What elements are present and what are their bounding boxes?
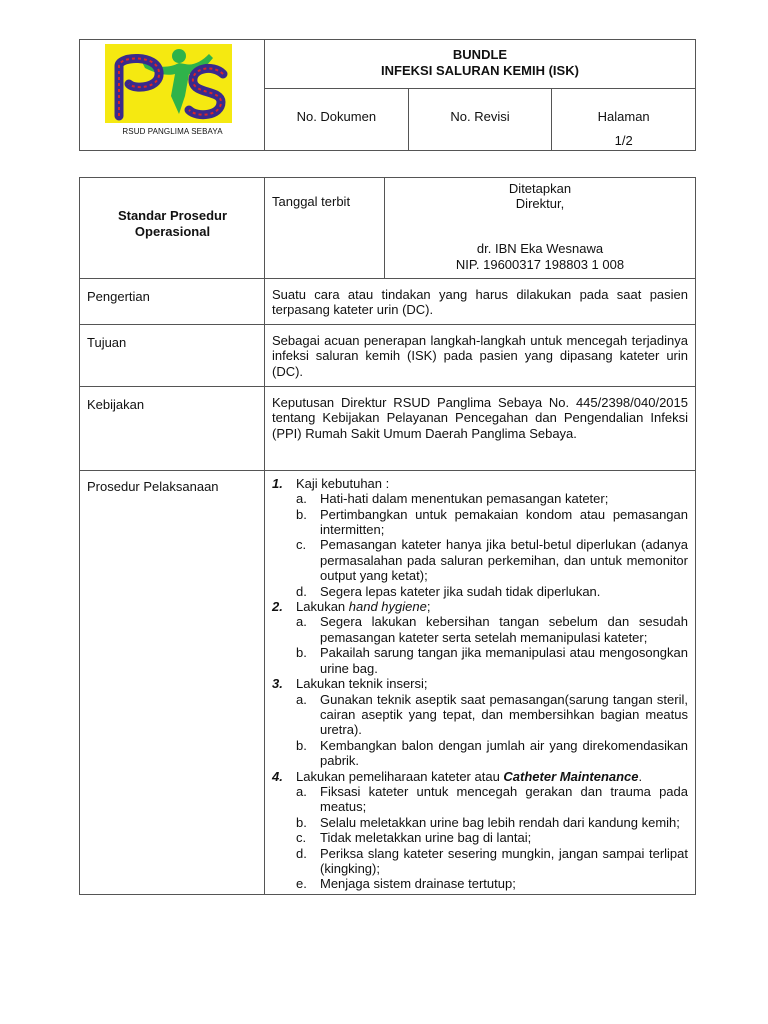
procedure-label: Prosedur Pelaksanaan bbox=[80, 470, 265, 894]
procedure-step-number: 3. bbox=[272, 676, 283, 692]
title-line-2: INFEKSI SALURAN KEMIH (ISK) bbox=[381, 63, 579, 78]
procedure-substep bbox=[296, 830, 688, 845]
sop-title: Standar Prosedur Operasional bbox=[80, 178, 265, 279]
procedure-step-text-after: ; bbox=[426, 599, 431, 615]
procedure-step-text bbox=[296, 676, 688, 691]
procedure-substep bbox=[296, 614, 688, 645]
procedure-substeps bbox=[296, 692, 688, 769]
procedure-substeps bbox=[296, 614, 688, 676]
doc-number-value bbox=[265, 124, 408, 133]
sop-table bbox=[79, 177, 696, 895]
procedure-substep-text: Menjaga sistem drainase tertutup; bbox=[320, 876, 516, 892]
procedure-substep-text: Fiksasi kateter untuk mencegah gerakan dan trauma pada meatus; bbox=[320, 783, 688, 815]
procedure-step-text-italic: Catheter Maintenance bbox=[503, 768, 639, 784]
procedure-substep bbox=[296, 738, 688, 769]
procedure-step bbox=[272, 676, 688, 768]
procedure-substep-text: Tidak meletakkan urine bag di lantai; bbox=[320, 830, 532, 846]
revision-value bbox=[409, 124, 552, 133]
director-nip: NIP. 19600317 198803 1 008 bbox=[455, 256, 625, 272]
procedure-step-number: 1. bbox=[272, 475, 283, 491]
approval-cell bbox=[385, 178, 696, 279]
title-line-1: BUNDLE bbox=[452, 47, 508, 62]
procedure-substep-letter: c. bbox=[296, 537, 307, 553]
procedure-substep-text: Pakailah sarung tangan jika memanipulasi atau mengosongkan urine bag. bbox=[320, 645, 688, 676]
procedure-step-text bbox=[296, 599, 688, 614]
purpose-text: Sebagai acuan penerapan langkah-langkah untuk mencegah terjadinya infeksi saluran kemih (ISK) pada pasien yang dipasang kateter urin (DC). bbox=[265, 324, 696, 386]
procedure-substep-letter: d. bbox=[296, 583, 307, 599]
doc-number-cell bbox=[265, 88, 409, 150]
procedure-substep bbox=[296, 584, 688, 599]
hospital-logo-icon bbox=[105, 44, 232, 123]
procedure-substep bbox=[296, 645, 688, 676]
procedure-substep bbox=[296, 846, 688, 877]
purpose-label: Tujuan bbox=[80, 324, 265, 386]
definition-text: Suatu cara atau tindakan yang harus dilakukan pada saat pasien terpasang kateter urin (DC). bbox=[265, 278, 696, 324]
signature-space bbox=[392, 211, 688, 241]
procedure-substep-text: Segera lakukan kebersihan tangan sebelum dan sesudah pemasangan kateter serta setelah memanipulasi kateter; bbox=[320, 614, 688, 645]
procedure-substep-text: Gunakan teknik aseptik saat pemasangan(sarung tangan steril, cairan aseptik yang tepat, dan membersihkan bagian meatus uretra). bbox=[320, 691, 688, 738]
procedure-substeps bbox=[296, 784, 688, 892]
procedure-step-text-main: Kaji kebutuhan : bbox=[296, 475, 390, 491]
procedure-step-number: 4. bbox=[272, 768, 283, 784]
procedure-substep-letter: a. bbox=[296, 691, 307, 707]
definition-label: Pengertian bbox=[80, 278, 265, 324]
procedure-substep bbox=[296, 784, 688, 815]
procedure-step-text-main: Lakukan teknik insersi; bbox=[296, 676, 428, 692]
procedure-substep-text: Selalu meletakkan urine bag lebih rendah dari kandung kemih; bbox=[320, 814, 680, 830]
procedure-substep-letter: a. bbox=[296, 783, 307, 799]
procedure-substep-text: Pemasangan kateter hanya jika betul-betul diperlukan (adanya permasalahan pada saluran perkemihan, dan untuk memonitor output yang ketat); bbox=[320, 537, 688, 584]
procedure-substep-text: Periksa slang kateter sesering mungkin, jangan sampai terlipat (kingking); bbox=[320, 845, 688, 876]
policy-text: Keputusan Direktur RSUD Panglima Sebaya No. 445/2398/040/2015 tentang Kebijakan Pelayanan Pencegahan dan Pengendalian Infeksi (PPI) Rumah Sakit Umum Daerah Panglima Sebaya. bbox=[265, 386, 696, 470]
procedure-substep-text: Pertimbangkan untuk pemakaian kondom atau pemasangan intermitten; bbox=[320, 506, 688, 538]
procedure-substep-letter: b. bbox=[296, 814, 307, 830]
issue-date-cell bbox=[265, 178, 385, 279]
document-title bbox=[265, 40, 696, 89]
procedure-substep-letter: e. bbox=[296, 876, 307, 892]
procedure-step-text-italic: hand hygiene bbox=[348, 599, 427, 615]
page-cell bbox=[552, 88, 696, 150]
procedure-substep-letter: d. bbox=[296, 845, 307, 861]
director-name: dr. IBN Eka Wesnawa bbox=[476, 241, 604, 257]
procedure-substep-letter: a. bbox=[296, 491, 307, 507]
policy-label: Kebijakan bbox=[80, 386, 265, 470]
revision-cell bbox=[408, 88, 552, 150]
logo-cell bbox=[80, 40, 265, 151]
procedure-substep-letter: a. bbox=[296, 614, 307, 630]
procedure-step-text bbox=[296, 476, 688, 491]
procedure-step-number: 2. bbox=[272, 599, 283, 615]
procedure-substeps bbox=[296, 491, 688, 599]
procedure-step bbox=[272, 769, 688, 892]
hospital-logo bbox=[105, 44, 232, 123]
procedure-step-text bbox=[296, 769, 688, 784]
procedure-step bbox=[272, 476, 688, 599]
procedure-substep bbox=[296, 537, 688, 583]
procedure-substep-letter: b. bbox=[296, 506, 307, 522]
approved-line-1: Ditetapkan bbox=[508, 181, 572, 196]
procedure-substep-text: Segera lepas kateter jika sudah tidak diperlukan. bbox=[320, 583, 601, 599]
procedure-step-text-after: . bbox=[638, 768, 643, 784]
revision-label: No. Revisi bbox=[450, 108, 510, 124]
procedure-substep bbox=[296, 491, 688, 506]
procedure-step-text-main: Lakukan bbox=[296, 599, 349, 615]
page-label: Halaman bbox=[597, 108, 650, 124]
procedure-substep bbox=[296, 876, 688, 891]
procedure-list bbox=[272, 476, 688, 892]
procedure-substep-text: Hati-hati dalam menentukan pemasangan kateter; bbox=[320, 491, 609, 507]
procedure-substep bbox=[296, 815, 688, 830]
hospital-name: RSUD PANGLIMA SEBAYA bbox=[122, 127, 223, 136]
procedure-step bbox=[272, 599, 688, 676]
procedure-step-text-main: Lakukan pemeliharaan kateter atau bbox=[296, 768, 504, 784]
page-value: 1/2 bbox=[614, 132, 633, 148]
approved-line-2: Direktur, bbox=[515, 196, 565, 212]
procedure-cell bbox=[265, 470, 696, 894]
issue-date-label: Tanggal terbit bbox=[272, 194, 351, 209]
procedure-substep-letter: b. bbox=[296, 645, 307, 661]
procedure-substep bbox=[296, 692, 688, 738]
doc-number-label: No. Dokumen bbox=[296, 108, 377, 124]
document-header-table bbox=[79, 39, 696, 151]
procedure-substep-text: Kembangkan balon dengan jumlah air yang direkomendasikan pabrik. bbox=[320, 737, 688, 769]
procedure-substep bbox=[296, 507, 688, 538]
procedure-substep-letter: b. bbox=[296, 737, 307, 753]
procedure-substep-letter: c. bbox=[296, 830, 307, 846]
